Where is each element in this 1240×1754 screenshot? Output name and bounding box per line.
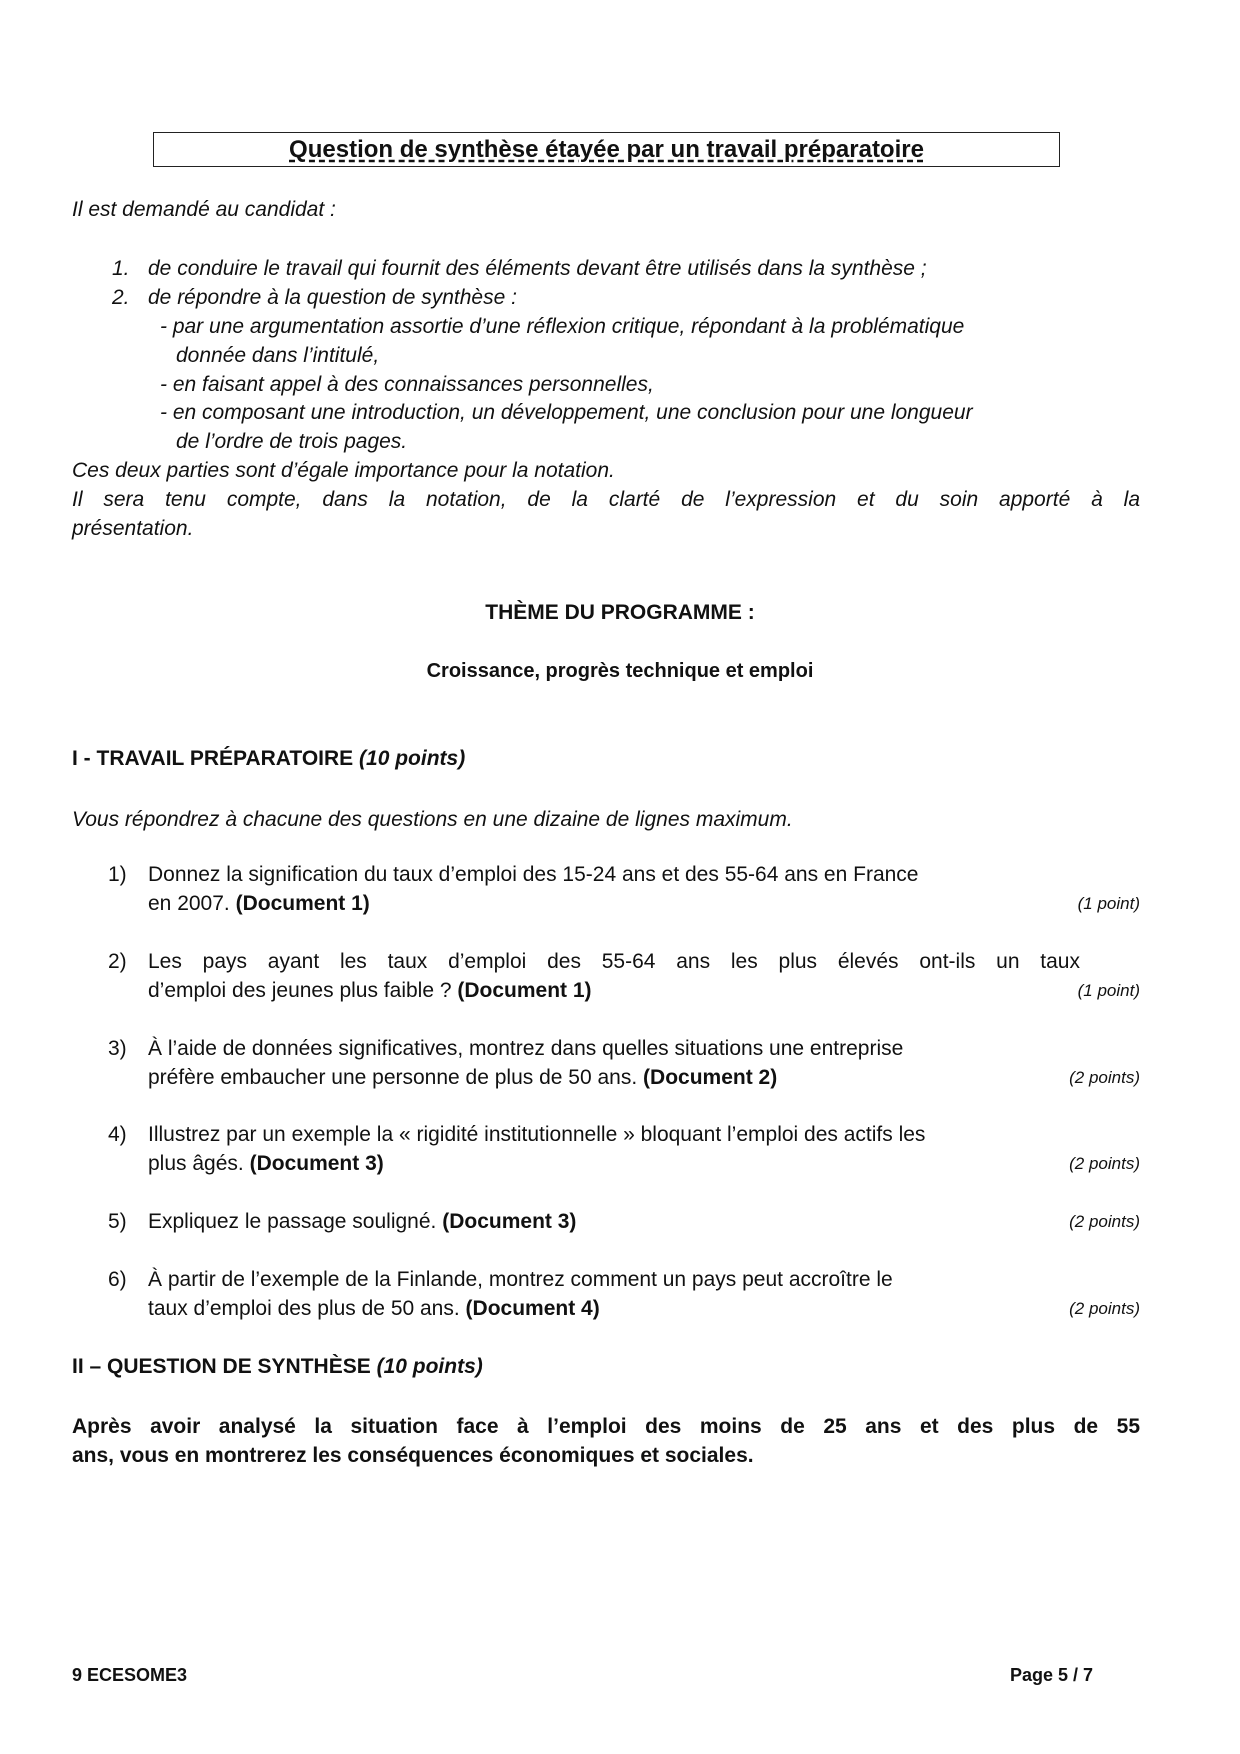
- question-points: (1 point): [1077, 894, 1140, 913]
- subitem-1-line2: donnée dans l’intitulé,: [176, 344, 380, 367]
- question-text: d’emploi des jeunes plus faible ?: [148, 979, 452, 1002]
- synthesis-question-line1: Après avoir analysé la situation face à l’emploi des moins de 25 ans et des plus de 55: [72, 1415, 1140, 1438]
- question-number: 5): [108, 1210, 127, 1233]
- part2-heading: II – QUESTION DE SYNTHÈSE: [72, 1355, 371, 1378]
- question-points: (2 points): [1069, 1212, 1140, 1231]
- part1-heading: I - TRAVAIL PRÉPARATOIRE: [72, 747, 354, 770]
- title-box: [153, 132, 1060, 167]
- page-title: Question de synthèse étayée par un travail préparatoire: [289, 135, 924, 163]
- intro-item-2-num: 2.: [112, 286, 130, 309]
- question-number: 2): [108, 950, 127, 973]
- question-text: Les pays ayant les taux d’emploi des 55-64 ans les plus élevés ont-ils un taux: [148, 950, 1080, 973]
- question-points: (2 points): [1069, 1299, 1140, 1318]
- intro-note-1: Ces deux parties sont d’égale importance pour la notation.: [72, 459, 615, 482]
- question-number: 4): [108, 1123, 127, 1146]
- question-text: À l’aide de données significatives, montrez dans quelles situations une entreprise: [148, 1037, 904, 1060]
- question-text: préfère embaucher une personne de plus de 50 ans.: [148, 1066, 638, 1089]
- question-points: (2 points): [1069, 1068, 1140, 1087]
- question-doc-ref: (Document 3): [249, 1152, 384, 1175]
- intro-item-2-text: de répondre à la question de synthèse :: [148, 286, 517, 309]
- question-points: (1 point): [1077, 981, 1140, 1000]
- subitem-1-line1: - par une argumentation assortie d’une réflexion critique, répondant à la problématique: [160, 315, 965, 338]
- page-number: Page 5 / 7: [1010, 1665, 1094, 1685]
- synthesis-question-line2: ans, vous en montrerez les conséquences économiques et sociales.: [72, 1444, 754, 1467]
- question-text: À partir de l’exemple de la Finlande, montrez comment un pays peut accroître le: [148, 1268, 893, 1291]
- intro-note-2-line2: présentation.: [72, 517, 194, 540]
- question-points: (2 points): [1069, 1154, 1140, 1173]
- part2-points: (10 points): [376, 1355, 483, 1378]
- question-text: Illustrez par un exemple la « rigidité institutionnelle » bloquant l’emploi des actifs les: [148, 1123, 926, 1146]
- question-number: 3): [108, 1037, 127, 1060]
- intro-note-2-line1: Il sera tenu compte, dans la notation, de la clarté de l’expression et du soin apporté à la: [72, 488, 1140, 511]
- question-doc-ref: (Document 4): [465, 1297, 600, 1320]
- question-text: Expliquez le passage souligné.: [148, 1210, 437, 1233]
- question-text: plus âgés.: [148, 1152, 244, 1175]
- part1-points: (10 points): [359, 747, 466, 770]
- theme-label: THÈME DU PROGRAMME :: [485, 601, 755, 624]
- question-doc-ref: (Document 3): [442, 1210, 577, 1233]
- question-text: taux d’emploi des plus de 50 ans.: [148, 1297, 460, 1320]
- question-number: 1): [108, 863, 127, 886]
- question-doc-ref: (Document 1): [235, 892, 370, 915]
- question-doc-ref: (Document 1): [457, 979, 592, 1002]
- part1-instruction: Vous répondrez à chacune des questions en une dizaine de lignes maximum.: [72, 808, 793, 831]
- footer-code: 9 ECESOME3: [72, 1665, 188, 1685]
- subitem-3-line2: de l’ordre de trois pages.: [176, 430, 408, 453]
- question-doc-ref: (Document 2): [643, 1066, 778, 1089]
- part1-heading-row: [72, 747, 465, 771]
- question-text: Donnez la signification du taux d’emploi des 15-24 ans et des 55-64 ans en France: [148, 863, 919, 886]
- intro-item-1-num: 1.: [112, 257, 130, 280]
- question-text: en 2007.: [148, 892, 230, 915]
- intro-item-1-text: de conduire le travail qui fournit des éléments devant être utilisés dans la synthèse ;: [148, 257, 927, 280]
- question-number: 6): [108, 1268, 127, 1291]
- subitem-2-line1: - en faisant appel à des connaissances personnelles,: [160, 373, 654, 396]
- intro-lead: Il est demandé au candidat :: [72, 198, 336, 221]
- subitem-3-line1: - en composant une introduction, un développement, une conclusion pour une longueur: [160, 401, 973, 424]
- part2-heading-row: [72, 1355, 483, 1379]
- theme-subject: Croissance, progrès technique et emploi: [426, 660, 814, 682]
